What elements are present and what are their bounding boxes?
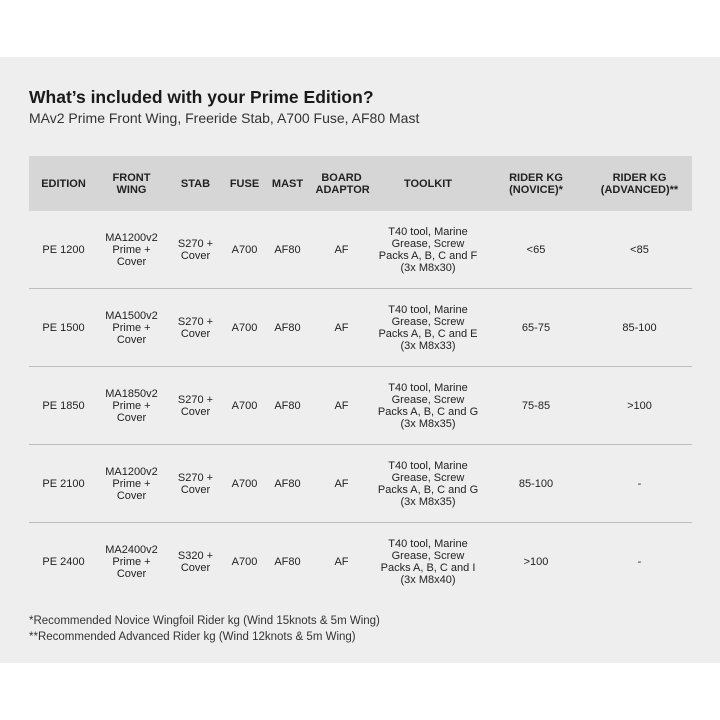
cell-rider-novice: 85-100 <box>485 445 587 523</box>
cell-toolkit: T40 tool, Marine Grease, Screw Packs A, B, C and G (3x M8x35) <box>371 367 485 445</box>
cell-rider-advanced: - <box>587 523 692 601</box>
col-header-edition: EDITION <box>29 156 98 211</box>
cell-mast: AF80 <box>263 289 312 367</box>
cell-rider-advanced: <85 <box>630 243 649 256</box>
cell-rider-novice: 75-85 <box>485 367 587 445</box>
cell-fuse: A700 <box>226 445 263 523</box>
cell-rider-novice: >100 <box>485 523 587 601</box>
cell-toolkit: T40 tool, Marine Grease, Screw Packs A, B, C and F (3x M8x30) <box>378 225 478 274</box>
cell-stab: S320 + Cover <box>165 523 226 601</box>
col-header-rider-novice: RIDER KG (NOVICE)* <box>485 156 587 211</box>
cell-front-wing: MA1200v2 Prime + Cover <box>98 445 165 523</box>
footnote-advanced: **Recommended Advanced Rider kg (Wind 12knots & 5m Wing) <box>29 631 356 643</box>
col-header-fuse: FUSE <box>226 156 263 211</box>
cell-board-adaptor: AF <box>312 445 371 523</box>
cell-stab: S270 + Cover <box>177 237 214 262</box>
cell-edition: PE 2400 <box>29 523 98 601</box>
table-body <box>29 211 692 600</box>
col-header-board-adaptor: BOARD ADAPTOR <box>312 156 371 211</box>
cell-fuse: A700 <box>226 523 263 601</box>
edition-table <box>29 156 692 600</box>
cell-mast: AF80 <box>263 445 312 523</box>
cell-toolkit: T40 tool, Marine Grease, Screw Packs A, B, C and E (3x M8x33) <box>371 289 485 367</box>
cell-rider-novice: 65-75 <box>485 289 587 367</box>
cell-front-wing: MA1850v2 Prime + Cover <box>98 367 165 445</box>
table-row <box>29 289 692 367</box>
cell-edition: PE 2100 <box>29 445 98 523</box>
cell-toolkit: T40 tool, Marine Grease, Screw Packs A, B, C and I (3x M8x40) <box>371 523 485 601</box>
footnotes <box>29 613 380 645</box>
col-header-rider-advanced: RIDER KG (ADVANCED)** <box>587 156 692 211</box>
cell-mast: AF80 <box>263 367 312 445</box>
cell-stab: S270 + Cover <box>165 445 226 523</box>
col-header-front-wing: FRONT WING <box>98 156 165 211</box>
footnote-novice: *Recommended Novice Wingfoil Rider kg (Wind 15knots & 5m Wing) <box>29 615 380 627</box>
col-header-mast: MAST <box>263 156 312 211</box>
cell-rider-advanced: >100 <box>587 367 692 445</box>
cell-fuse: A700 <box>226 289 263 367</box>
col-header-stab: STAB <box>165 156 226 211</box>
page-subtitle: MAv2 Prime Front Wing, Freeride Stab, A700 Fuse, AF80 Mast <box>29 110 420 126</box>
cell-mast: AF80 <box>274 243 301 256</box>
cell-edition: PE 1500 <box>29 289 98 367</box>
cell-front-wing: MA1500v2 Prime + Cover <box>98 289 165 367</box>
cell-front-wing: MA2400v2 Prime + Cover <box>98 523 165 601</box>
cell-edition: PE 1850 <box>29 367 98 445</box>
cell-board-adaptor: AF <box>312 523 371 601</box>
col-header-toolkit: TOOLKIT <box>371 156 485 211</box>
cell-stab: S270 + Cover <box>165 367 226 445</box>
cell-board-adaptor: AF <box>312 367 371 445</box>
table-row <box>29 445 692 523</box>
cell-fuse: A700 <box>226 367 263 445</box>
page-title: What’s included with your Prime Edition? <box>29 87 374 107</box>
cell-mast: AF80 <box>263 523 312 601</box>
cell-board-adaptor: AF <box>334 243 349 256</box>
cell-toolkit: T40 tool, Marine Grease, Screw Packs A, B, C and G (3x M8x35) <box>371 445 485 523</box>
cell-fuse: A700 <box>231 243 258 256</box>
table-row <box>29 211 692 289</box>
cell-rider-advanced: 85-100 <box>587 289 692 367</box>
table-row <box>29 367 692 445</box>
cell-rider-advanced: - <box>587 445 692 523</box>
cell-rider-novice: <65 <box>526 243 546 256</box>
table-header-row <box>29 156 692 211</box>
cell-board-adaptor: AF <box>312 289 371 367</box>
cell-stab: S270 + Cover <box>165 289 226 367</box>
content-panel <box>0 57 720 663</box>
table-row <box>29 523 692 601</box>
cell-front-wing: MA1200v2 Prime + Cover <box>105 231 158 268</box>
cell-edition: PE 1200 <box>42 243 85 256</box>
